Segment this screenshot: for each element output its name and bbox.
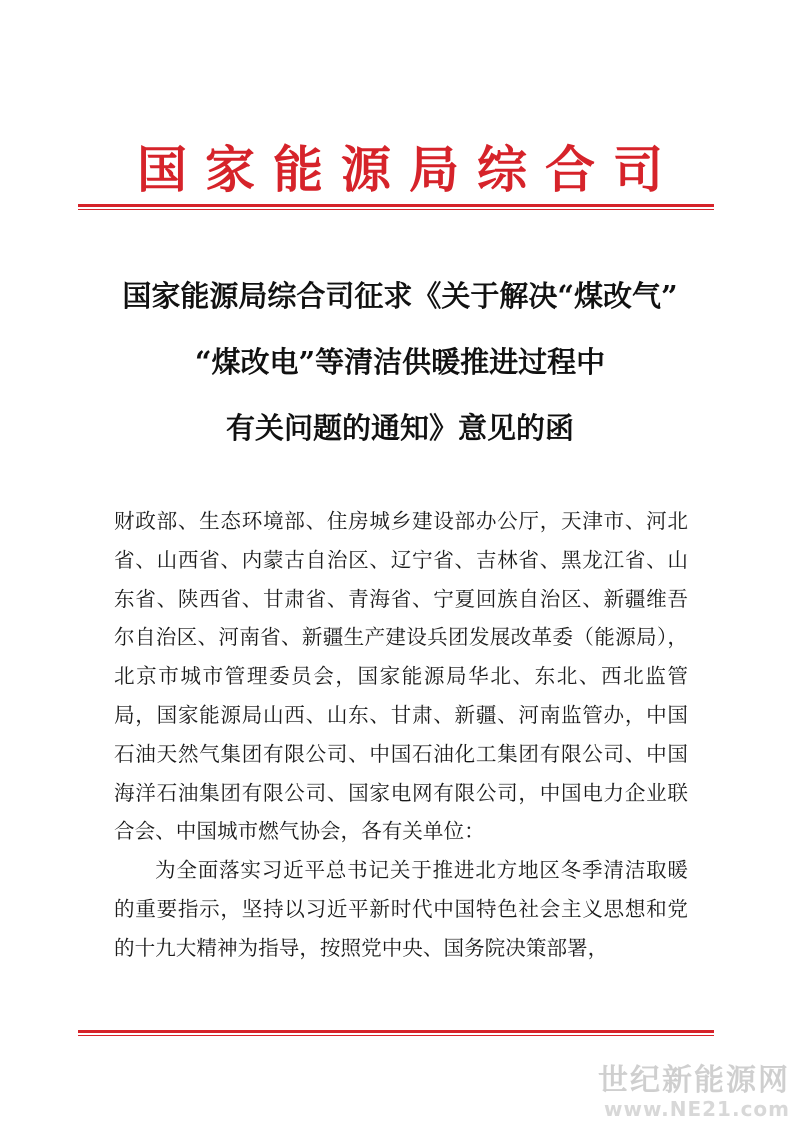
letterhead-agency-name: 国家能源局综合司 xyxy=(137,140,681,199)
document-title-line-2: “煤改电”等清洁供暖推进过程中 xyxy=(194,345,606,379)
footer-red-divider xyxy=(78,1030,714,1037)
body-paragraph-1: 为全面落实习近平总书记关于推进北方地区冬季清洁取暖的重要指示，坚持以习近平新时代中国特色社会主义思想和党的十九大精神为指导，按照党中央、国务院决策部署， xyxy=(114,858,688,960)
recipients-paragraph: 财政部、生态环境部、住房城乡建设部办公厅，天津市、河北省、山西省、内蒙古自治区、辽宁省、吉林省、黑龙江省、山东省、陕西省、甘肃省、青海省、宁夏回族自治区、新疆维吾尔自治区、河南省、新疆生产建设兵团发展改革委（能源局），北京市城市管理委员会，国家能源局华北、东北、西北监管局，国家能源局山西、山东、甘肃、新疆、河南监管办，中国石油天然气集团有限公司、中国石油化工集团有限公司、中国海洋石油集团有限公司、国家电网有限公司，中国电力企业联合会、中国城市燃气协会，各有关单位： xyxy=(114,509,688,844)
footer-divider-thin-line xyxy=(78,1035,714,1036)
red-divider-thick-line xyxy=(78,204,714,207)
watermark-site-name: 世纪新能源网 xyxy=(598,1063,790,1098)
red-divider-thin-line xyxy=(78,209,714,210)
site-watermark xyxy=(598,1064,790,1120)
letterhead-red-divider xyxy=(78,204,714,211)
document-body xyxy=(114,502,688,968)
document-title-line-3: 有关问题的通知》意见的函 xyxy=(225,411,574,445)
footer-divider-thick-line xyxy=(78,1030,714,1033)
document-title-line-1: 国家能源局综合司征求《关于解决“煤改气” xyxy=(122,279,678,313)
watermark-site-url: www.NE21.com xyxy=(603,1097,790,1121)
